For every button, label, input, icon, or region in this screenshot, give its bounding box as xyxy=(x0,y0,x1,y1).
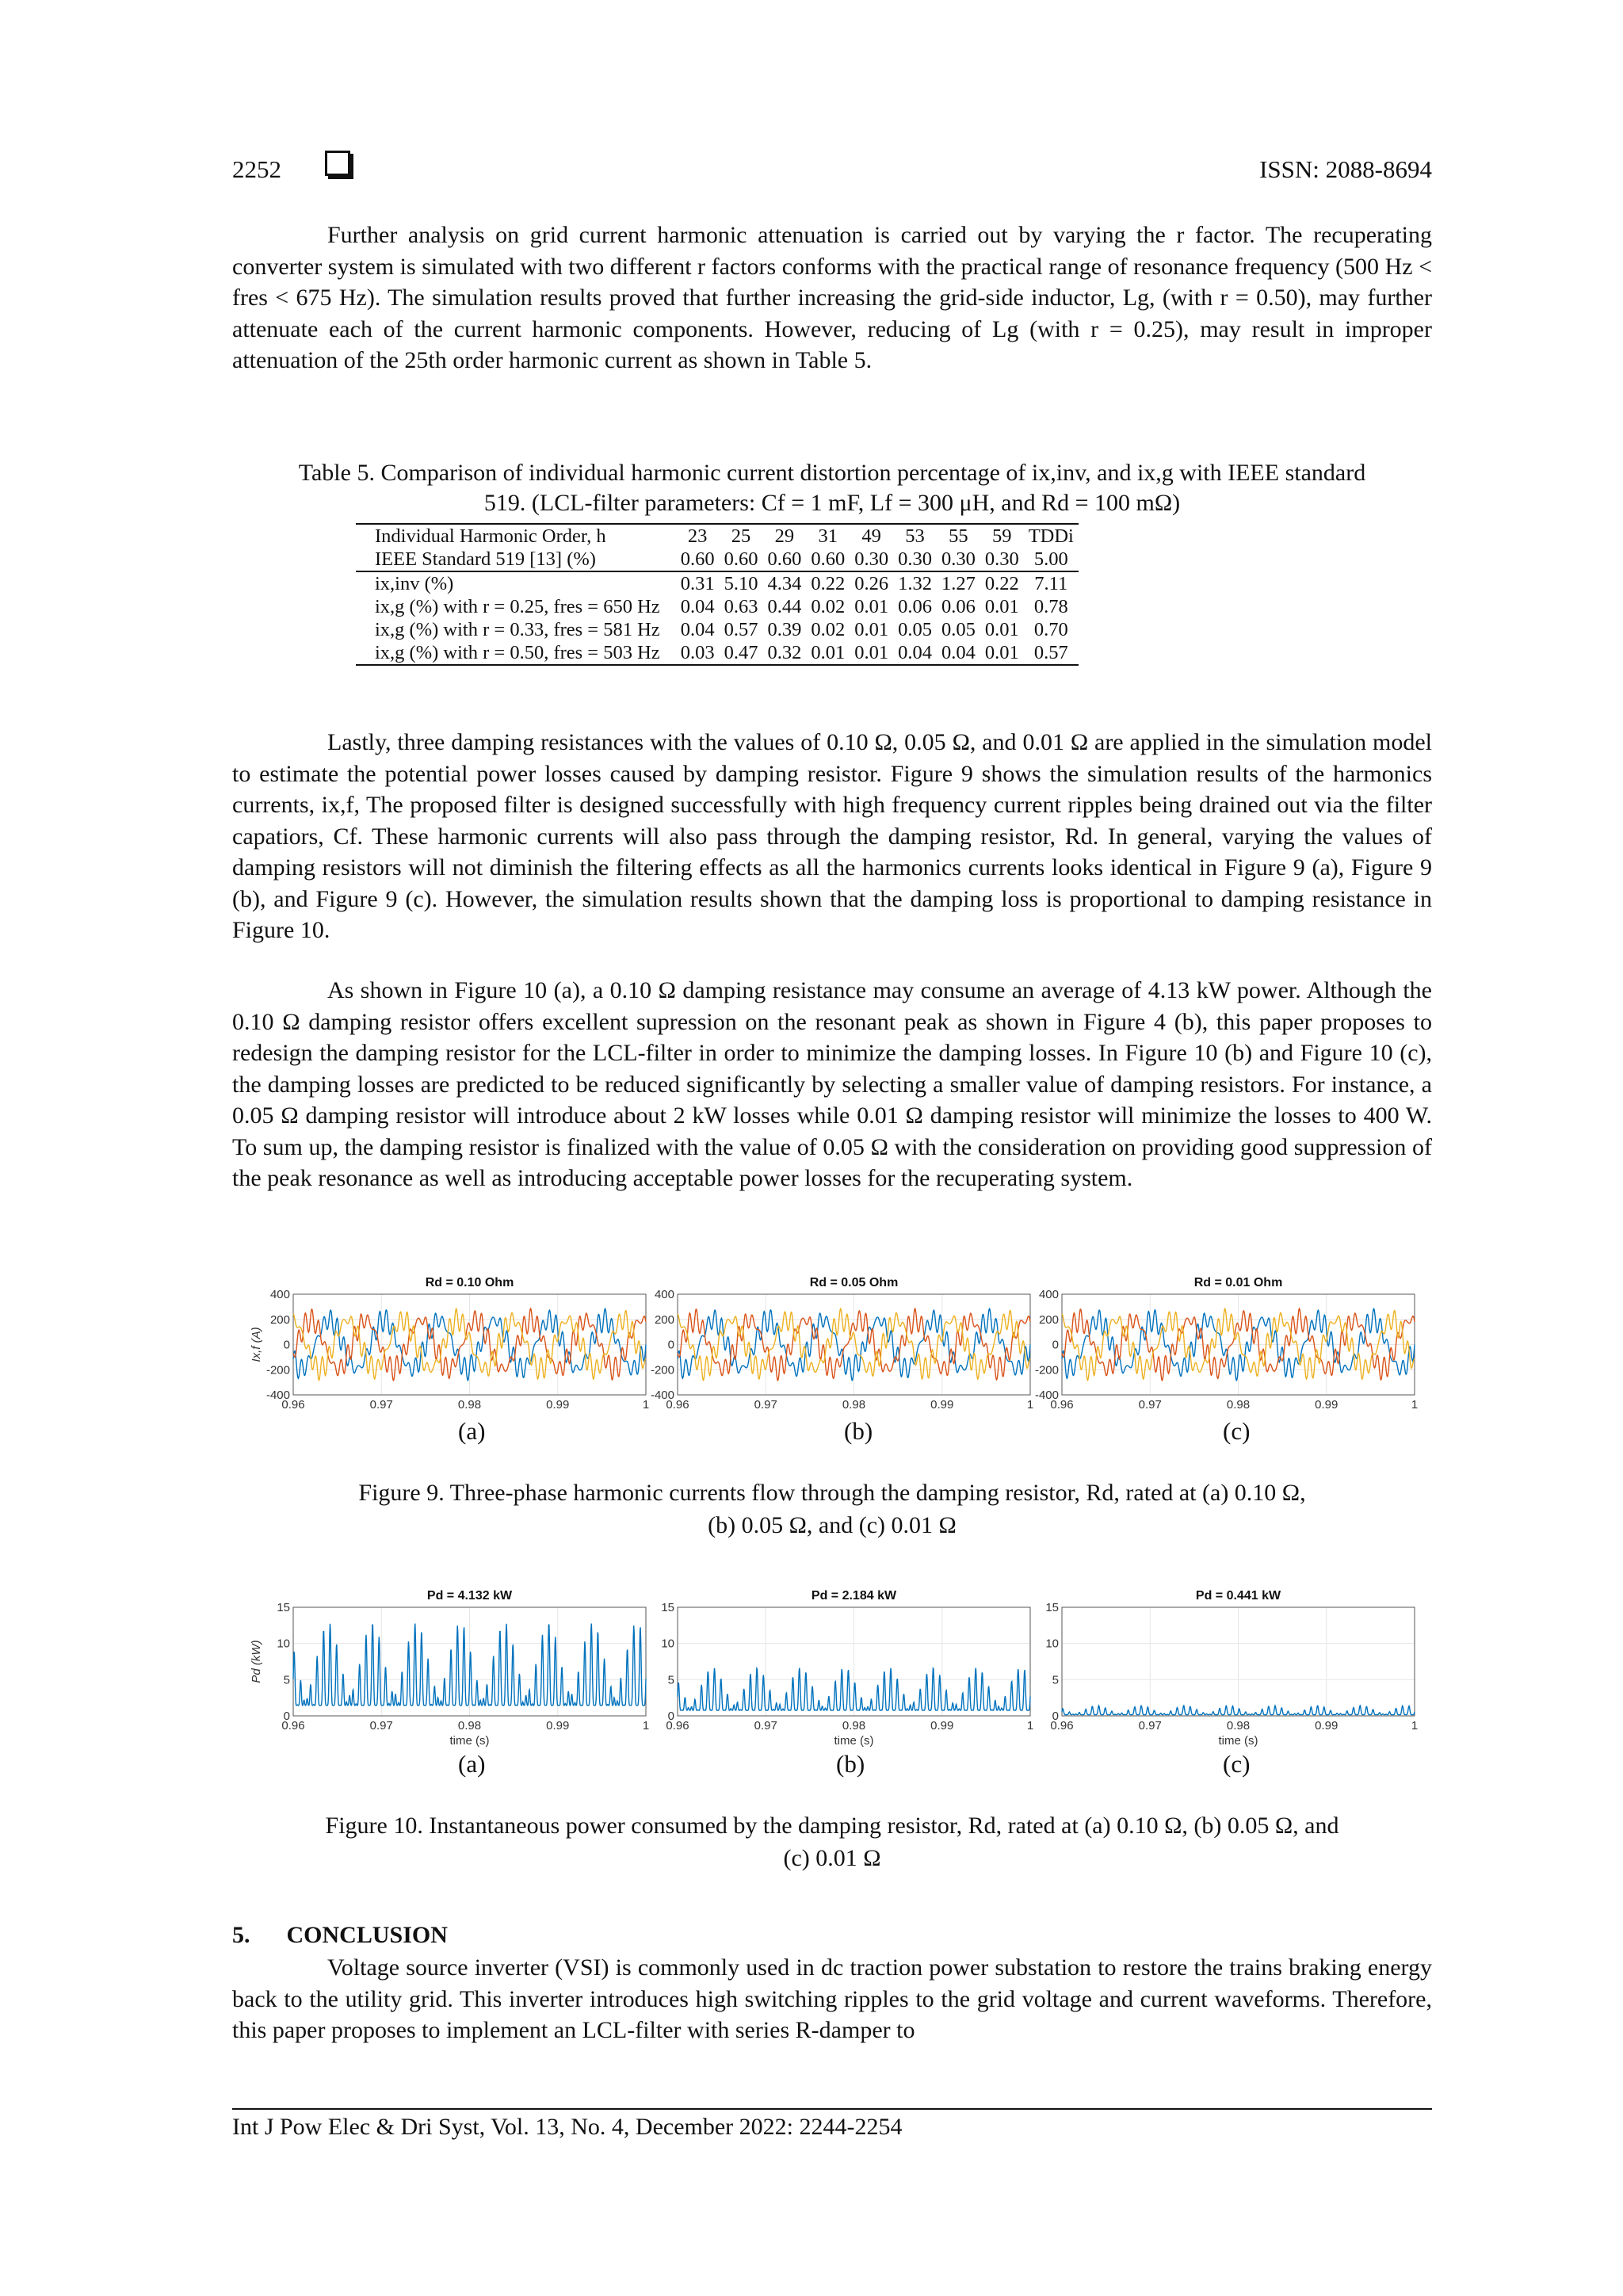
figure-10b-chart xyxy=(630,1585,1042,1748)
x-tick-label: 1 xyxy=(1026,1398,1034,1412)
x-tick-label: 0.96 xyxy=(666,1719,689,1733)
y-tick-label: 200 xyxy=(269,1312,290,1327)
y-tick-label: -400 xyxy=(1034,1389,1059,1402)
x-tick-label: 0.98 xyxy=(1226,1398,1251,1412)
table-header-row: Individual Harmonic Order, h 23 25 29 31 49 53 55 59 TDDi xyxy=(356,524,1079,548)
figure-10-caption: Figure 10. Instantaneous power consumed by the damping resistor, Rd, rated at (a) 0.10 Ω, (b) 0.05 Ω, and (c) 0.01 Ω xyxy=(325,1813,1339,1871)
figure-9a-label: (a) xyxy=(458,1417,486,1445)
x-tick-label: 0.97 xyxy=(754,1398,777,1412)
x-tick-label: 0.97 xyxy=(754,1719,777,1733)
y-tick-label: -200 xyxy=(1034,1363,1059,1377)
y-tick-label: 400 xyxy=(654,1288,674,1301)
y-tick-label: 15 xyxy=(1045,1601,1059,1614)
chart-title: Pd = 2.184 kW xyxy=(811,1589,897,1603)
y-axis-label: Ix,f (A) xyxy=(250,1327,263,1362)
y-tick-label: -200 xyxy=(650,1363,674,1377)
y-tick-label: 0 xyxy=(1052,1338,1059,1352)
figure-10a-chart xyxy=(246,1585,658,1748)
figure-10a-label: (a) xyxy=(458,1750,486,1778)
x-tick-label: 0.97 xyxy=(369,1719,393,1733)
y-tick-label: 0 xyxy=(667,1338,674,1352)
figure-10b-label: (b) xyxy=(836,1750,865,1778)
x-tick-label: 0.98 xyxy=(842,1398,866,1412)
figure-10c-chart xyxy=(1014,1585,1426,1748)
y-tick-label: -400 xyxy=(265,1389,290,1402)
paragraph-1: Further analysis on grid current harmonic attenuation is carried out by varying the r factor. The recuperating converter system is simulated with two different r factors conforms with the practical range of resonance frequency (500 Hz < fres < 675 Hz). The simulation results proved that further increasing the grid-side inductor, Lg, (with r = 0.50), may further attenuate each of the current harmonic components. However, reducing of Lg (with r = 0.25), may result in improper attenuation of the 25th order harmonic current as shown in Table 5. xyxy=(232,222,1432,373)
y-tick-label: 200 xyxy=(1038,1312,1059,1327)
x-tick-label: 0.99 xyxy=(546,1398,570,1412)
y-tick-label: 0 xyxy=(283,1338,290,1352)
y-tick-label: -200 xyxy=(265,1363,290,1377)
x-tick-label: 0.96 xyxy=(281,1398,305,1412)
figure-9a-chart xyxy=(246,1272,658,1415)
y-tick-label: 400 xyxy=(1038,1288,1059,1301)
table-row: ix,g (%) with r = 0.50, fres = 503 Hz 0.03 0.47 0.32 0.01 0.01 0.04 0.04 0.01 0.57 xyxy=(356,641,1079,665)
y-tick-label: 200 xyxy=(654,1312,674,1327)
chart-title: Pd = 0.441 kW xyxy=(1195,1589,1281,1603)
x-tick-label: 1 xyxy=(642,1398,650,1412)
figure-9c-label: (c) xyxy=(1223,1417,1251,1445)
x-tick-label: 1 xyxy=(1411,1719,1419,1733)
figure-9b-chart xyxy=(630,1272,1042,1415)
figure-9c-chart xyxy=(1014,1272,1426,1415)
table-row: IEEE Standard 519 [13] (%) 0.60 0.60 0.60 0.60 0.30 0.30 0.30 0.30 5.00 xyxy=(356,548,1079,571)
page-number: 2252 xyxy=(232,155,281,183)
figure-10c-label: (c) xyxy=(1223,1750,1251,1778)
x-tick-label: 1 xyxy=(1411,1398,1419,1412)
x-tick-label: 0.96 xyxy=(1050,1398,1074,1412)
x-tick-label: 0.97 xyxy=(1138,1719,1162,1733)
x-axis-label: time (s) xyxy=(449,1734,490,1748)
x-axis-label: time (s) xyxy=(834,1734,874,1748)
x-tick-label: 1 xyxy=(642,1719,650,1733)
y-tick-label: -400 xyxy=(650,1389,674,1402)
y-tick-label: 5 xyxy=(283,1673,290,1687)
chart-title: Rd = 0.10 Ohm xyxy=(425,1276,514,1289)
x-tick-label: 0.99 xyxy=(546,1719,570,1733)
y-tick-label: 5 xyxy=(1052,1673,1059,1687)
table-row: ix,inv (%) 0.31 5.10 4.34 0.22 0.26 1.32 1.27 0.22 7.11 xyxy=(375,573,1068,594)
x-tick-label: 0.98 xyxy=(457,1719,482,1733)
x-tick-label: 0.97 xyxy=(1138,1398,1162,1412)
x-tick-label: 0.99 xyxy=(930,1719,954,1733)
y-tick-label: 10 xyxy=(277,1637,290,1651)
y-tick-label: 15 xyxy=(661,1601,674,1614)
paragraph-4: Voltage source inverter (VSI) is commonly used in dc traction power substation to restore the trains braking energy back to the utility grid. This inverter introduces high switching ripples to the grid voltage and current waveforms. Therefore, this paper proposes to implement an LCL-filter with series R-damper to xyxy=(232,1954,1432,2043)
table-row: ix,g (%) with r = 0.33, fres = 581 Hz 0.04 0.57 0.39 0.02 0.01 0.05 0.05 0.01 0.70 xyxy=(375,619,1068,640)
x-tick-label: 0.98 xyxy=(457,1398,482,1412)
table-row: ix,g (%) with r = 0.25, fres = 650 Hz 0.04 0.63 0.44 0.02 0.01 0.06 0.06 0.01 0.78 xyxy=(375,596,1068,617)
chart-title: Pd = 4.132 kW xyxy=(426,1589,513,1603)
table-caption: Table 5. Comparison of individual harmonic current distortion percentage of ix,inv, and ix,g with IEEE standard 519. (LCL-filter parameters: Cf = 1 mF, Lf = 300 μH, and Rd = 100 mΩ) xyxy=(298,460,1366,516)
chart-title: Rd = 0.01 Ohm xyxy=(1193,1276,1283,1289)
y-tick-label: 0 xyxy=(667,1710,674,1723)
y-tick-label: 10 xyxy=(1045,1637,1059,1651)
y-axis-label: Pd (kW) xyxy=(250,1640,263,1683)
paragraph-3: As shown in Figure 10 (a), a 0.10 Ω damping resistance may consume an average of 4.13 kW power. Although the 0.10 Ω damping resistor offers excellent supression on the resonant peak as shown in Figure 4 (b), this paper proposes to redesign the damping resistor for the LCL-filter in order to minimize the damping losses. In Figure 10 (b) and Figure 10 (c), the damping losses are predicted to be reduced significantly by selecting a smaller value of damping resistors. For instance, a 0.05 Ω damping resistor will introduce about 2 kW losses while 0.01 Ω damping resistor will minimize the losses to 400 W. To sum up, the damping resistor is finalized with the value of 0.05 Ω with the consideration on providing good suppression of the peak resonance as well as introducing acceptable power losses for the recuperating system. xyxy=(232,977,1432,1191)
figure-9b-label: (b) xyxy=(844,1417,873,1445)
journal-box-icon xyxy=(325,151,350,176)
y-tick-label: 0 xyxy=(283,1710,290,1723)
x-tick-label: 0.99 xyxy=(930,1398,954,1412)
y-tick-label: 10 xyxy=(661,1637,674,1651)
figure-9-caption: Figure 9. Three-phase harmonic currents flow through the damping resistor, Rd, rated at (a) 0.10 Ω, (b) 0.05 Ω, and (c) 0.01 Ω xyxy=(358,1480,1306,1538)
y-tick-label: 5 xyxy=(667,1673,674,1687)
paragraph-2: Lastly, three damping resistances with the values of 0.10 Ω, 0.05 Ω, and 0.01 Ω are applied in the simulation model to estimate the potential power losses caused by damping resistor. Figure 9 shows the simulation results of the harmonics currents, ix,f, The proposed filter is designed successfully with high frequency current ripples being drained out via the filter capatiors, Cf. These harmonic currents will also pass through the damping resistor, Rd. In general, varying the values of damping resistors will not diminish the filtering effects as all the harmonics currents looks identical in Figure 9 (a), Figure 9 (b), and Figure 9 (c). However, the simulation results shown that the damping loss is proportional to damping resistance in Figure 10. xyxy=(232,729,1432,943)
table-5 xyxy=(356,523,1079,666)
y-tick-label: 15 xyxy=(277,1601,290,1614)
x-tick-label: 1 xyxy=(1026,1719,1034,1733)
x-tick-label: 0.96 xyxy=(666,1398,689,1412)
x-tick-label: 0.96 xyxy=(281,1719,305,1733)
x-axis-label: time (s) xyxy=(1218,1734,1258,1748)
section-heading: 5. CONCLUSION xyxy=(232,1922,448,1948)
x-tick-label: 0.98 xyxy=(842,1719,866,1733)
chart-title: Rd = 0.05 Ohm xyxy=(809,1276,899,1289)
footer-text: Int J Pow Elec & Dri Syst, Vol. 13, No. 4, December 2022: 2244-2254 xyxy=(232,2114,903,2140)
x-tick-label: 0.99 xyxy=(1315,1719,1338,1733)
footer-rule xyxy=(232,2108,1432,2110)
x-tick-label: 0.99 xyxy=(1315,1398,1338,1412)
x-tick-label: 0.97 xyxy=(369,1398,393,1412)
issn: ISSN: 2088-8694 xyxy=(1259,155,1432,183)
x-tick-label: 0.96 xyxy=(1050,1719,1074,1733)
x-tick-label: 0.98 xyxy=(1226,1719,1251,1733)
y-tick-label: 400 xyxy=(269,1288,290,1301)
y-tick-label: 0 xyxy=(1052,1710,1059,1723)
